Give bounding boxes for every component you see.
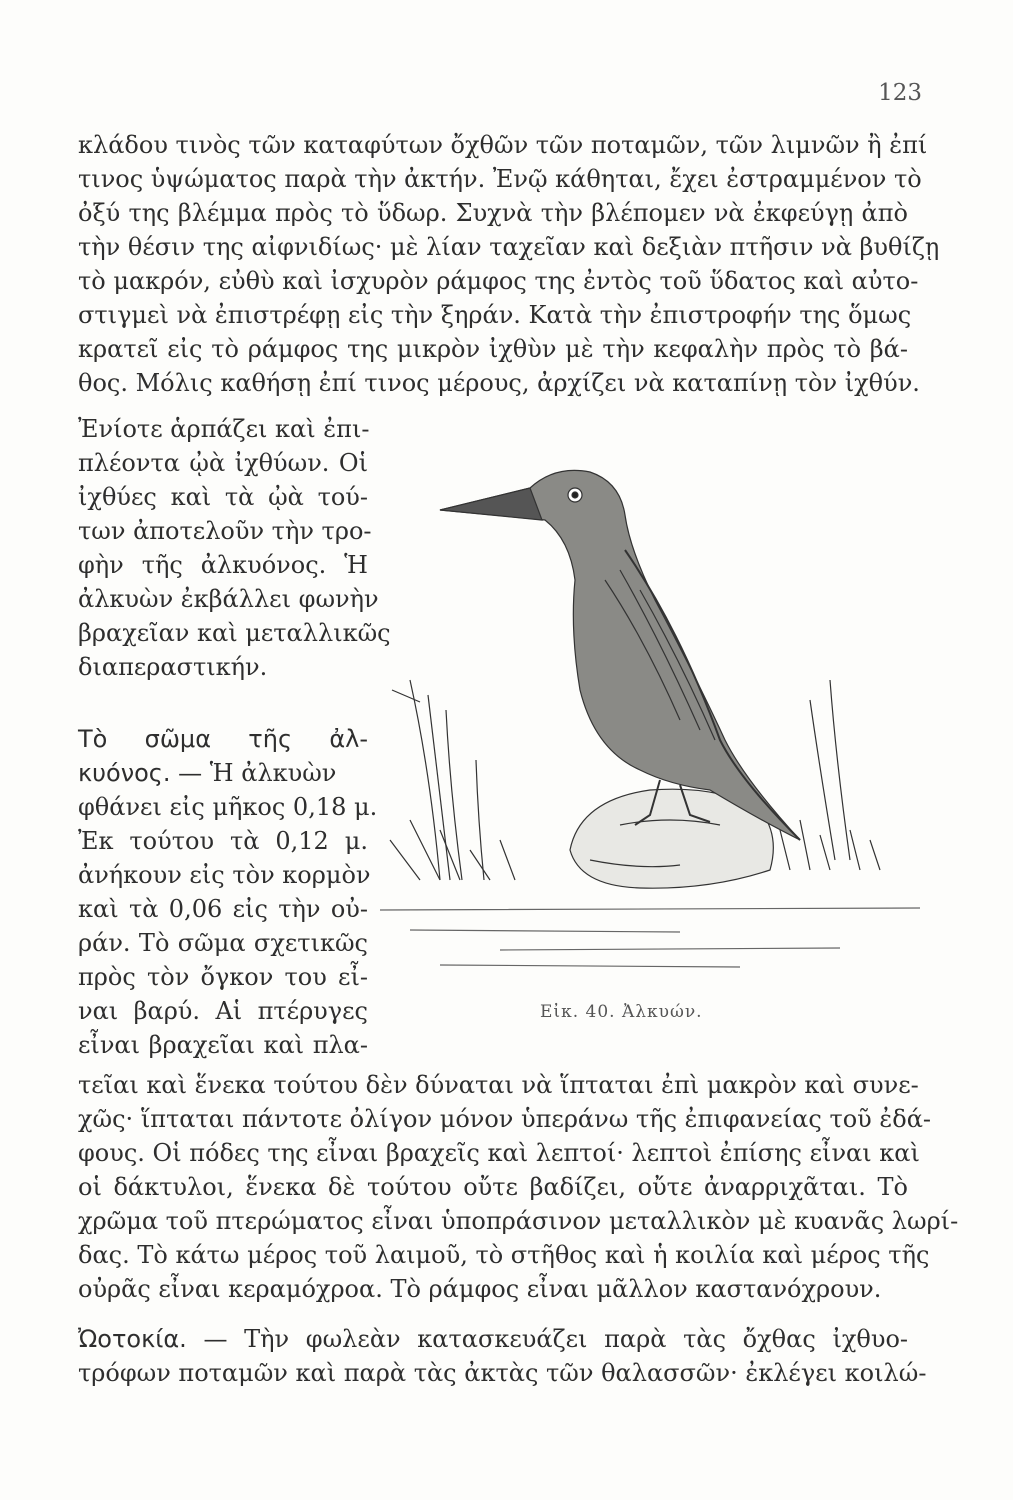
- text-line: φθάνει εἰς μῆκος 0,18 μ.: [78, 793, 378, 821]
- text-line: στιγμεὶ νὰ ἐπιστρέφῃ εἰς τὴν ξηράν. Κατὰ τὴν ἐπιστροφήν της ὅμως: [78, 301, 912, 329]
- water-lines: [380, 908, 920, 967]
- text-line: ναι βαρύ. Αἱ πτέρυγες: [78, 997, 368, 1025]
- section-line: [78, 1322, 908, 1356]
- reed-stroke: [830, 680, 850, 860]
- figure-caption: Εἰκ. 40. Ἀλκυών.: [540, 1002, 703, 1022]
- text-line: ἀλκυὼν ἐκβάλλει φωνὴν: [78, 585, 379, 613]
- kingfisher-illustration: [380, 440, 920, 1000]
- text-line: οὐρᾶς εἶναι κεραμόχροα. Τὸ ράμφος εἶναι μᾶλλον καστανόχρουν.: [78, 1275, 882, 1303]
- text-line: διαπεραστικήν.: [78, 653, 268, 681]
- section-heading-end: κυόνος.: [78, 759, 171, 787]
- text-line: ἰχθύες καὶ τὰ ᾠὰ τού-: [78, 483, 368, 511]
- section-heading: Τὸ σῶμα τῆς ἀλ-: [78, 725, 368, 753]
- text-line: τὸ μακρόν, εὐθὺ καὶ ἰσχυρὸν ράμφος της ἐντὸς τοῦ ὕδατος καὶ αὐτο-: [78, 267, 919, 295]
- text-line: χρῶμα τοῦ πτερώματος εἶναι ὑποπράσινον μεταλλικὸν μὲ κυανᾶς λωρί-: [78, 1207, 959, 1235]
- text-line: Ἐκ τούτου τὰ 0,12 μ.: [78, 827, 368, 855]
- text-line: των ἀποτελοῦν τὴν τρο-: [78, 517, 372, 545]
- reed-stroke: [810, 700, 835, 860]
- text-line: κλάδου τινὸς τῶν καταφύτων ὄχθῶν τῶν ποταμῶν, τῶν λιμνῶν ἢ ἐπί: [78, 131, 928, 159]
- text-line: φους. Οἱ πόδες της εἶναι βραχεῖς καὶ λεπτοί· λεπτοὶ ἐπίσης εἶναι καὶ: [78, 1139, 920, 1167]
- bird-pupil: [572, 492, 578, 498]
- bird-beak: [440, 488, 542, 520]
- text-line: φὴν τῆς ἀλκυόνος. Ἡ: [78, 551, 368, 579]
- reed-stroke: [446, 710, 462, 880]
- text-line: δας. Τὸ κάτω μέρος τοῦ λαιμοῦ, τὸ στῆθος καὶ ἡ κοιλία καὶ μέρος τῆς: [78, 1241, 930, 1269]
- grass-strokes: [390, 820, 515, 880]
- text-line: χῶς· ἵπταται πάντοτε ὀλίγον μόνον ὑπεράνω τῆς ἐπιφανείας τοῦ ἐδά-: [78, 1105, 932, 1133]
- text-line: πλέοντα ᾠὰ ἰχθύων. Οἱ: [78, 449, 368, 477]
- text-line: ράν. Τὸ σῶμα σχετικῶς: [78, 929, 368, 957]
- reed-stroke: [392, 690, 420, 702]
- section-first-text: — Ἡ ἀλκυὼν: [170, 759, 337, 787]
- text-line: ὀξύ της βλέμμα πρὸς τὸ ὕδωρ. Συχνὰ τὴν βλέπομεν νὰ ἐκφεύγῃ ἀπὸ: [78, 199, 908, 227]
- text-line: κρατεῖ εἰς τὸ ράμφος της μικρὸν ἰχθὺν μὲ τὴν κεφαλὴν πρὸς τὸ βά-: [78, 335, 908, 363]
- text-line: τεῖαι καὶ ἕνεκα τούτου δὲν δύναται νὰ ἵπταται ἐπὶ μακρὸν καὶ συνε-: [78, 1071, 919, 1099]
- section-heading: Ὠοτοκία.: [78, 1325, 187, 1353]
- text-line: οἱ δάκτυλοι, ἕνεκα δὲ τούτου οὔτε βαδίζει, οὔτε ἀναρριχᾶται. Τὸ: [78, 1173, 908, 1201]
- section-first-text: — Τὴν φωλεὰν κατασκευάζει παρὰ τὰς ὄχθας ἰχθυο-: [186, 1325, 908, 1353]
- section-heading-line: [78, 756, 368, 790]
- text-line: ἀνήκουν εἰς τὸν κορμὸν: [78, 861, 371, 889]
- text-line: Ἐνίοτε ἁρπάζει καὶ ἐπι-: [78, 415, 370, 443]
- reed-stroke: [476, 760, 484, 880]
- bird-body: [440, 470, 800, 840]
- text-line: θος. Μόλις καθήσῃ ἐπί τινος μέρους, ἀρχίζει νὰ καταπίνῃ τὸν ἰχθύν.: [78, 369, 920, 397]
- text-line: τρόφων ποταμῶν καὶ παρὰ τὰς ἀκτὰς τῶν θαλασσῶν· ἐκλέγει κοιλώ-: [78, 1359, 927, 1387]
- text-line: πρὸς τὸν ὄγκον του εἶ-: [78, 963, 368, 991]
- text-line: καὶ τὰ 0,06 εἰς τὴν οὐ-: [78, 895, 368, 923]
- text-line: βραχεῖαν καὶ μεταλλικῶς: [78, 619, 391, 647]
- text-line: τὴν θέσιν της αἰφνιδίως· μὲ λίαν ταχεῖαν καὶ δεξιὰν πτῆσιν νὰ βυθίζῃ: [78, 233, 940, 261]
- text-line: εἶναι βραχεῖαι καὶ πλα-: [78, 1031, 368, 1059]
- page-number: 123: [878, 80, 922, 106]
- text-line: τινος ὑψώματος παρὰ τὴν ἀκτήν. Ἐνῷ κάθηται, ἔχει ἐστραμμένον τὸ: [78, 165, 922, 193]
